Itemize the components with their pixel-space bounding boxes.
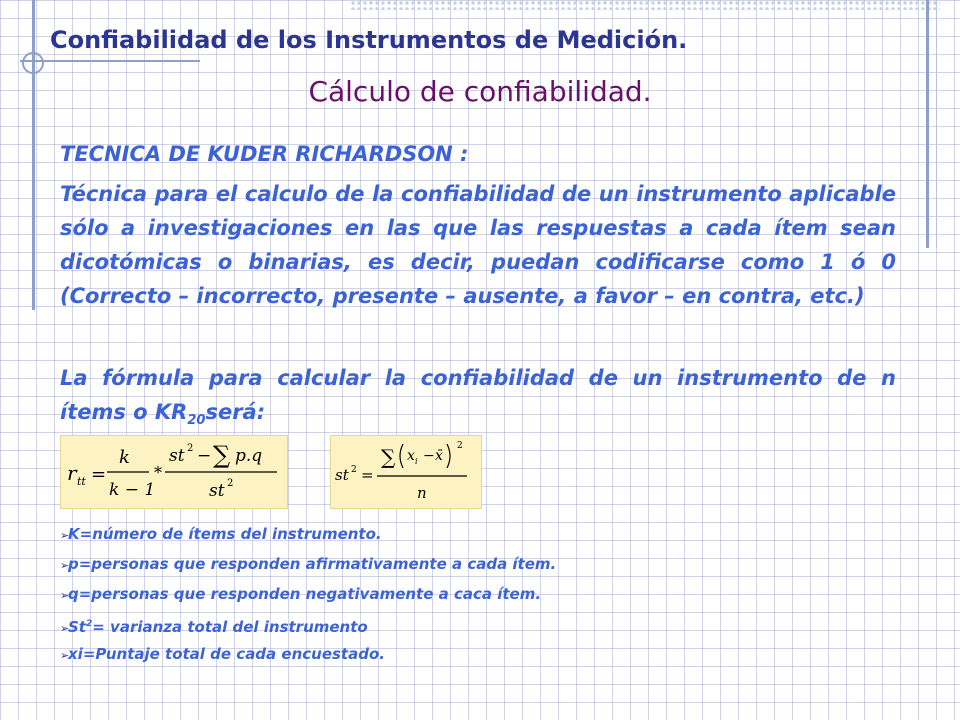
paragraph-formula-intro-end: será: — [205, 400, 266, 424]
var-left-paren — [400, 444, 403, 468]
paragraph-formula-intro-text: La fórmula para calcular la confiabilidad de un instrumento de n ítems o KR — [60, 366, 896, 424]
decor-line-title — [20, 60, 200, 62]
decor-line-right-thin — [936, 0, 937, 248]
var-xbar: x̄ — [435, 448, 443, 464]
formula-r-subscript: tt — [77, 475, 86, 488]
formula-minus: − — [197, 446, 212, 466]
list-item — [60, 579, 556, 609]
formula-st-numerator: st — [169, 446, 185, 466]
bullet-arrow-icon: ➢ — [60, 529, 70, 542]
decor-line-left — [32, 0, 35, 310]
list-item — [60, 549, 556, 579]
formula-r: r — [67, 461, 77, 485]
formula-exp-1: 2 — [187, 443, 194, 454]
var-outer-exp: 2 — [457, 441, 463, 451]
list-item-text: p=personas que responden afirmativamente a cada ítem. — [68, 555, 557, 573]
var-exp: 2 — [351, 465, 357, 475]
kr-subscript: 20 — [187, 413, 206, 428]
var-st: st — [335, 466, 349, 484]
variance-formula — [330, 435, 482, 509]
list-item-text-variance: = varianza total del instrumento — [92, 618, 368, 636]
bullet-arrow-icon: ➢ — [60, 589, 70, 602]
list-item-text: xi=Puntaje total de cada encuestado. — [68, 645, 385, 663]
var-xi-subscript: i — [415, 457, 418, 466]
formula-pq: p.q — [235, 446, 263, 466]
formula-k-numerator: k — [119, 447, 130, 468]
decor-dotted-top — [350, 0, 940, 10]
slide-subtitle: Cálculo de confiabilidad. — [308, 75, 652, 108]
paragraph-formula-intro — [60, 361, 896, 438]
section-heading: TECNICA DE KUDER RICHARDSON : — [60, 142, 469, 166]
bullet-arrow-icon: ➢ — [60, 649, 70, 662]
formula-st-denominator: st — [209, 481, 225, 501]
formula-equals: = — [91, 464, 107, 485]
list-item-text: K=número de ítems del instrumento. — [68, 525, 382, 543]
st-superscript: 2 — [85, 619, 93, 629]
list-item-text: q=personas que responden negativamente a caca ítem. — [68, 585, 542, 603]
list-item — [60, 639, 556, 669]
bullet-arrow-icon: ➢ — [60, 622, 70, 635]
var-xi: x — [407, 448, 415, 464]
var-n: n — [417, 484, 427, 502]
slide-title: Confiabilidad de los Instrumentos de Medición. — [50, 26, 688, 54]
formula-times: * — [154, 463, 162, 482]
formula-sigma: ∑ — [213, 441, 231, 469]
list-item — [60, 609, 556, 639]
kr20-formula-graphic — [61, 436, 287, 508]
paragraph-description: Técnica para el calculo de la confiabilidad de un instrumento aplicable sólo a investigaciones en las que las respuestas a cada ítem sean dicotómicas o binarias, es decir, puedan codificarse como 1 ó 0 (Correcto – incorrecto, presente – ausente, a favor – en contra, etc.) — [60, 182, 896, 308]
var-minus: − — [423, 448, 435, 464]
decor-circle — [22, 52, 44, 74]
var-sigma: ∑ — [381, 445, 396, 469]
var-equals: = — [361, 466, 374, 484]
list-item-text-st: St — [68, 618, 86, 636]
variance-formula-graphic — [331, 436, 481, 508]
bullet-arrow-icon: ➢ — [60, 559, 70, 572]
formula-k-denominator: k − 1 — [109, 480, 156, 500]
kr20-formula — [60, 435, 288, 509]
decor-line-right — [926, 0, 929, 248]
var-right-paren — [447, 444, 450, 468]
definitions-list — [60, 519, 556, 669]
formula-exp-2: 2 — [227, 478, 234, 489]
list-item — [60, 519, 556, 549]
